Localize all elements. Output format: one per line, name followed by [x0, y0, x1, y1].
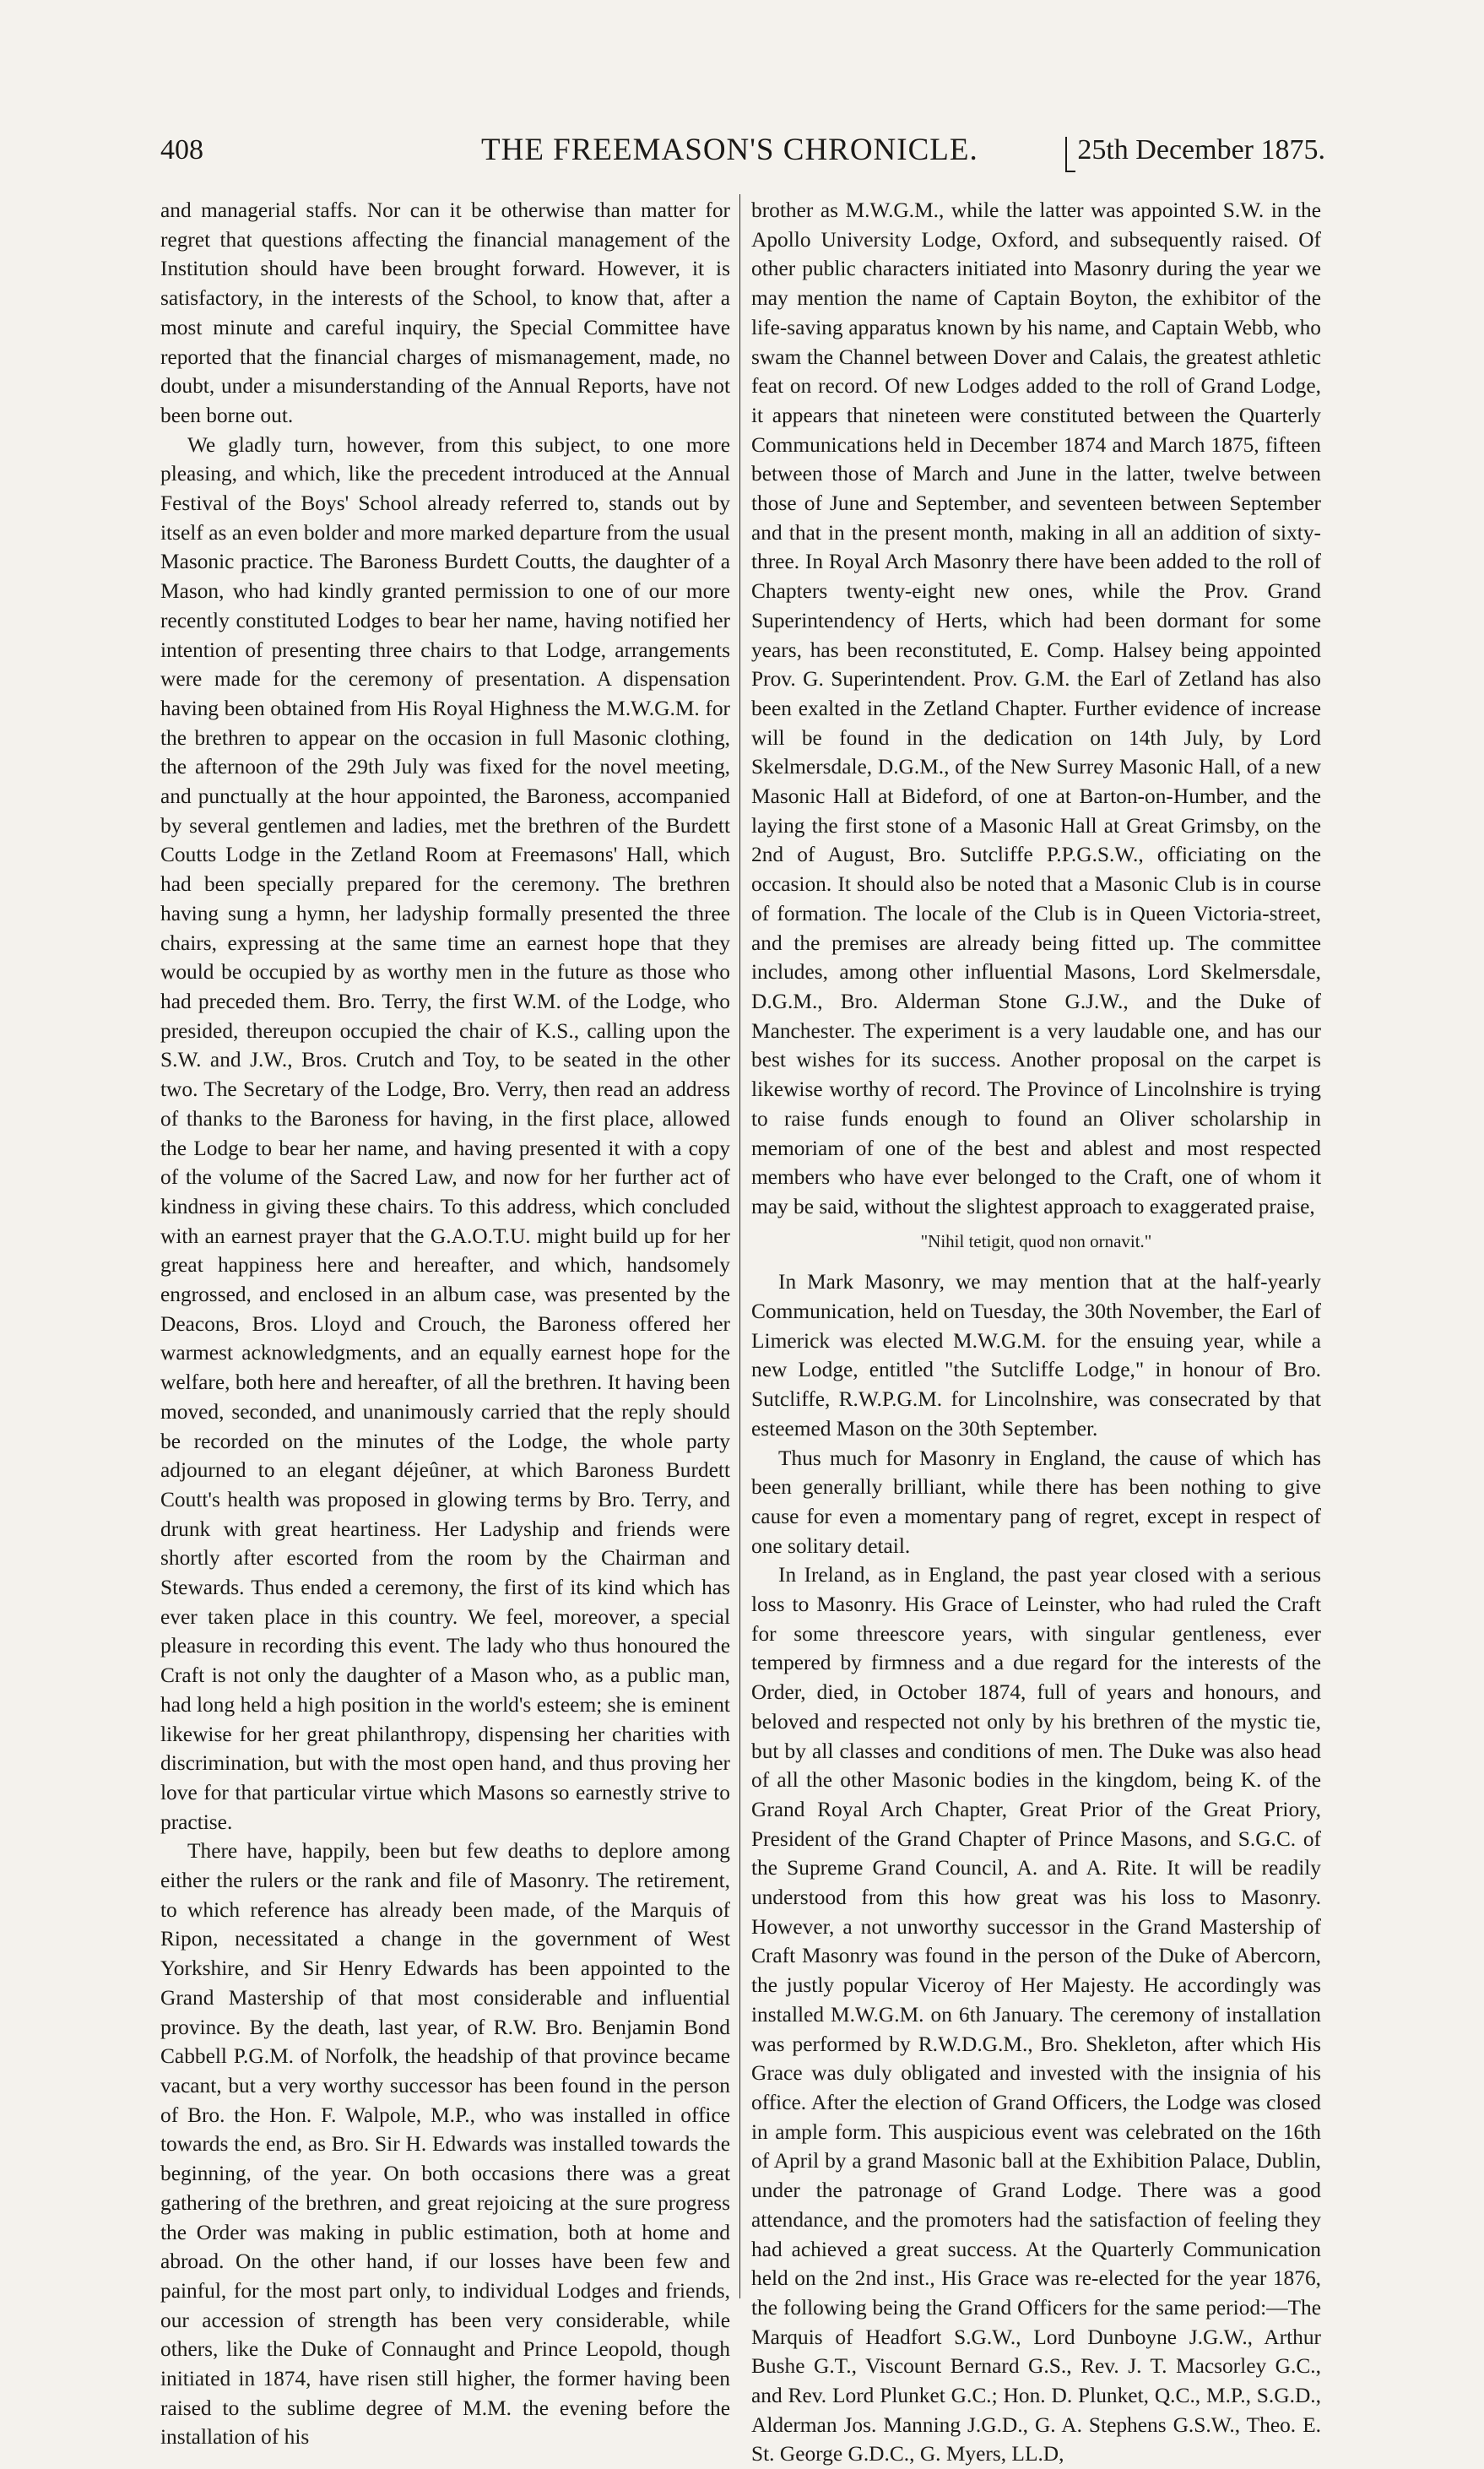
paragraph: Thus much for Masonry in England, the cause of which has been generally brilliant, while there has been nothing to give cause for even a momentary pang of regret, except in respect of one solitary detail. [751, 1446, 1321, 1558]
publication-title: THE FREEMASON'S CHRONICLE. [481, 133, 978, 167]
left-column [160, 196, 730, 2452]
paragraph: In Mark Masonry, we may mention that at the half-yearly Communication, held on Tuesday, the 30th November, the Earl of Limerick was elected M.W.G.M. for the ensuing year, while a new Lodge, entitled "the Sutcliffe Lodge," in honour of Bro. Sutcliffe, R.W.P.G.M. for Lincolnshire, was consecrated by that esteemed Mason on the 30th September. [751, 1270, 1321, 1441]
page-header [160, 125, 1325, 176]
paragraph: We gladly turn, however, from this subject, to one more pleasing, and which, like the precedent introduced at the Annual Festival of the Boys' School already referred to, stands out by itself as an even bolder and more marked departure from the usual Masonic practice. The Baroness Burdett Coutts, the daughter of a Mason, who had kindly granted permission to one of our more recently constituted Lodges to bear her name, having notified her intention of presenting three chairs to that Lodge, arrangements were made for the ceremony of presentation. A dispensation having been obtained from His Royal Highness the M.W.G.M. for the brethren to appear on the occasion in full Masonic clothing, the afternoon of the 29th July was fixed for the novel meeting, and punctually at the hour appointed, the Baroness, accompanied by several gentlemen and ladies, met the brethren of the Burdett Coutts Lodge in the Zetland Room at Freemasons' Hall, which had been specially prepared for the ceremony. The brethren having sung a hymn, her ladyship formally presented the three chairs, expressing at the same time an earnest hope that they would be occupied by as worthy men in the future as those who had preceded them. Bro. Terry, the first W.M. of the Lodge, who presided, thereupon occupied the chair of K.S., calling upon the S.W. and J.W., Bros. Crutch and Toy, to be seated in the other two. The Secretary of the Lodge, Bro. Verry, then read an address of thanks to the Baroness for having, in the first place, allowed the Lodge to bear her name, and having presented it with a copy of the volume of the Sacred Law, and now for her further act of kindness in giving these chairs. To this address, which concluded with an earnest prayer that the G.A.O.T.U. might build up for her great happiness here and hereafter, and which, handsomely engrossed, and enclosed in an album case, was presented by the Deacons, Bros. Lloyd and Crouch, the Baroness offered her warmest acknowledgments, and an equally earnest hope for the welfare, both here and hereafter, of all the brethren. It having been moved, seconded, and unanimously carried that the reply should be recorded on the minutes of the Lodge, the whole party adjourned to an elegant déjeûner, at which Baroness Burdett Coutt's health was proposed in glowing terms by Bro. Terry, and drunk with great heartiness. Her Ladyship and friends were shortly after escorted from the room by the Chairman and Stewards. Thus ended a ceremony, the first of its kind which has ever taken place in this country. We feel, moreover, a special pleasure in recording this event. The lady who thus honoured the Craft is not only the daughter of a Mason who, as a public man, had long held a high position in the world's esteem; she is eminent likewise for her great philanthropy, dispensing her charities with discrimination, but with the most open hand, and thus proving her love for that particular virtue which Masons so earnestly strive to practise. [160, 432, 730, 1834]
paragraph: In Ireland, as in England, the past year closed with a serious loss to Masonry. His Grace of Leinster, who had ruled the Craft for some threescore years, with singular gentleness, ever tempered by firmness and a due regard for the interests of the Order, died, in October 1874, full of years and honours, and beloved and respected not only by his brethren of the mystic tie, but by all classes and conditions of men. The Duke was also head of all the other Masonic bodies in the kingdom, being K. of the Grand Royal Arch Chapter, Great Prior of the Great Priory, President of the Grand Chapter of Prince Masons, and S.G.C. of the Supreme Grand Council, A. and A. Rite. It will be readily understood from this how great was his loss to Masonry. However, a not unworthy successor in the Grand Mastership of Craft Masonry was found in the person of the Duke of Abercorn, the justly popular Viceroy of Her Majesty. He accordingly was installed M.W.G.M. on 6th January. The ceremony of installation was performed by R.W.D.G.M., Bro. Shekleton, after which His Grace was duly obligated and invested with the insignia of his office. After the election of Grand Officers, the Lodge was closed in ample form. This auspicious event was celebrated on the 16th of April by a grand Masonic ball at the Exhibition Palace, Dublin, under the patronage of Grand Lodge. There was a good attendance, and the promoters had the satisfaction of feeling they had achieved a great success. At the Quarterly Communication held on the 2nd inst., His Grace was re-elected for the year 1876, the following being the Grand Officers for the same period:—The Marquis of Headfort S.G.W., Lord Dunboyne J.G.W., Arthur Bushe G.T., Viscount Bernard G.S., Rev. J. T. Macsorley G.C., and Rev. Lord Plunket G.C.; Hon. D. Plunket, Q.C., M.P., S.G.D., Alderman Jos. Manning J.G.D., G. A. Stephens G.S.W., Theo. E. St. George G.D.C., G. Myers, LL.D, [751, 1563, 1321, 2466]
right-column [751, 196, 1321, 2469]
latin-quotation: "Nihil tetigit, quod non ornavit." [920, 1230, 1152, 1251]
column-divider [739, 194, 740, 2298]
paragraph: brother as M.W.G.M., while the latter was appointed S.W. in the Apollo University Lodge, Oxford, and subsequently raised. Of other public characters initiated into Masonry during the year we may mention the name of Captain Boyton, the exhibitor of the life-saving apparatus known by his name, and Captain Webb, who swam the Channel between Dover and Calais, the greatest athletic feat on record. Of new Lodges added to the roll of Grand Lodge, it appears that nineteen were constituted between the Quarterly Communications held in December 1874 and March 1875, fifteen between those of March and June in the latter, twelve between those of June and September, and seventeen between September and that in the present month, making in all an addition of sixty-three. In Royal Arch Masonry there have been added to the roll of Chapters twenty-eight new ones, while the Prov. Grand Superintendency of Herts, which had been dormant for some years, has been reconstituted, E. Comp. Halsey being appointed Prov. G. Superintendent. Prov. G.M. the Earl of Zetland has also been exalted in the Zetland Chapter. Further evidence of increase will be found in the dedication on 14th July, by Lord Skelmersdale, D.G.M., of the New Surrey Masonic Hall, of a new Masonic Hall at Bideford, of one at Barton-on-Humber, and the laying the first stone of a Masonic Hall at Great Grimsby, on the 2nd of August, Bro. Sutcliffe P.P.G.S.W., officiating on the occasion. It should also be noted that a Masonic Club is in course of formation. The locale of the Club is in Queen Victoria-street, and the premises are already being fitted up. The committee includes, among other influential Masons, Lord Skelmersdale, D.G.M., Bro. Alderman Stone G.J.W., and the Duke of Manchester. The experiment is a very laudable one, and has our best wishes for its success. Another proposal on the carpet is likewise worthy of record. The Province of Lincolnshire is trying to raise funds enough to found an Oliver scholarship in memoriam of one of the best and ablest and most respected members who have ever belonged to the Craft, one of whom it may be said, without the slightest approach to exaggerated praise, [751, 198, 1321, 1218]
page-number: 408 [160, 134, 203, 166]
paragraph: There have, happily, been but few deaths to deplore among either the rulers or the rank and file of Masonry. The retirement, to which reference has already been made, of the Marquis of Ripon, necessitated a change in the government of West Yorkshire, and Sir Henry Edwards has been appointed to the Grand Mastership of that most considerable and influential province. By the death, last year, of R.W. Bro. Benjamin Bond Cabbell P.G.M. of Norfolk, the headship of that province became vacant, but a very worthy successor has been found in the person of Bro. the Hon. F. Walpole, M.P., who was installed in office towards the end, as Bro. Sir H. Edwards was installed towards the beginning, of the year. On both occasions there was a great gathering of the brethren, and great rejoicing at the sure progress the Order was making in public estimation, both at home and abroad. On the other hand, if our losses have been few and painful, for the most part only, to individual Lodges and friends, our accession of strength has been very considerable, while others, like the Duke of Connaught and Prince Leopold, though initiated in 1874, have risen still higher, the former having been raised to the sublime degree of M.M. the evening before the installation of his [160, 1839, 730, 2450]
issue-date: 25th December 1875. [1077, 125, 1325, 176]
paragraph: and managerial staffs. Nor can it be otherwise than matter for regret that questions affecting the financial management of the Institution should have been brought forward. However, it is satisfactory, in the interests of the School, to know that, after a most minute and careful inquiry, the Special Committee have reported that the financial charges of mismanagement, made, no doubt, under a misunderstanding of the Annual Reports, have not been borne out. [160, 198, 730, 427]
